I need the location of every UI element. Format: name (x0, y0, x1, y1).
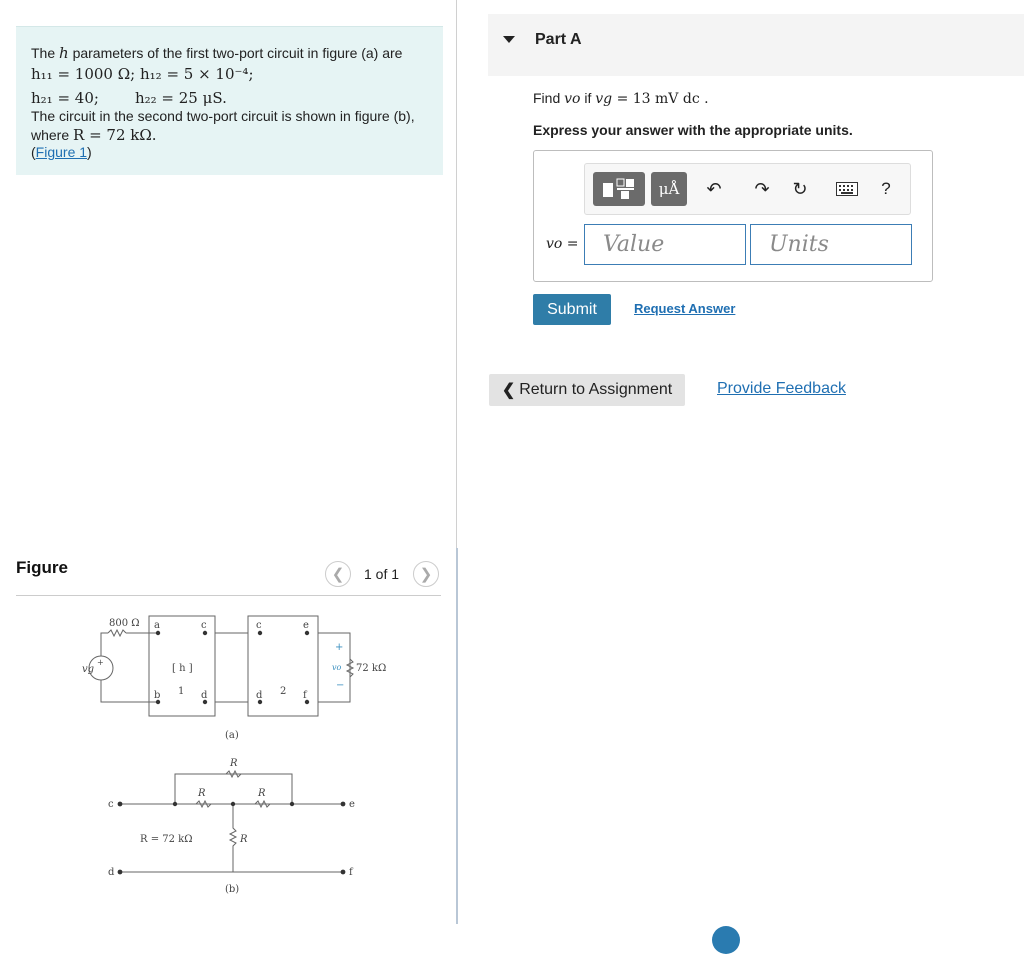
figure-divider (16, 595, 441, 596)
svg-text:R: R (230, 758, 238, 769)
svg-text:+: + (97, 658, 104, 667)
svg-text:b: b (154, 690, 161, 701)
provide-feedback-link[interactable]: Provide Feedback (717, 380, 846, 397)
templates-icon (601, 177, 637, 201)
resistor-R-shunt (230, 804, 236, 872)
svg-text:c: c (201, 620, 207, 631)
svg-text:f: f (303, 690, 307, 701)
prev-figure-button[interactable] (325, 561, 351, 587)
svg-text:R: R (240, 834, 248, 845)
h-variable: h (59, 44, 69, 62)
reset-icon[interactable]: ↻ (792, 178, 808, 199)
chevron-left-icon: ❮ (331, 566, 345, 583)
label-r-value: R = 72 kΩ (140, 834, 193, 845)
svg-text:c: c (256, 620, 262, 631)
answer-label: vo = (546, 236, 579, 252)
instruction-text: Express your answer with the appropriate units. (533, 122, 853, 138)
svg-text:d: d (201, 690, 208, 701)
caption-a: (a) (225, 730, 239, 741)
figure-link[interactable]: Figure 1 (35, 144, 88, 160)
units-input[interactable]: Units (750, 224, 912, 265)
chevron-left-icon: ❮ (501, 382, 516, 399)
chevron-right-icon: ❯ (419, 566, 433, 583)
svg-text:d: d (108, 867, 115, 878)
svg-text:c: c (108, 799, 114, 810)
help-icon[interactable]: ? (881, 179, 891, 198)
caret-down-icon[interactable] (503, 36, 515, 43)
svg-text:a: a (154, 620, 160, 631)
undo-icon[interactable]: ↶ (706, 178, 722, 199)
problem-line-4: The circuit in the second two-port circuit is shown in figure (b), (31, 108, 415, 124)
problem-line-2: h₁₁ = 1000 Ω; h₁₂ = 5 × 10⁻⁴; (31, 65, 254, 83)
question-text: Find vo if vg = 13 mV dc . (533, 90, 709, 107)
h-matrix-label: [ h ] (172, 663, 193, 674)
return-to-assignment-button[interactable]: ❮ Return to Assignment (489, 374, 685, 406)
request-answer-link[interactable]: Request Answer (634, 301, 736, 316)
svg-text:e: e (303, 620, 309, 631)
next-figure-button[interactable] (413, 561, 439, 587)
submit-button[interactable]: Submit (533, 294, 611, 325)
figure-pager-count: 1 of 1 (364, 566, 400, 582)
part-a-title: Part A (535, 31, 582, 48)
svg-text:e: e (349, 799, 355, 810)
figure-header: Figure (16, 558, 68, 577)
redo-icon[interactable]: ↷ (754, 178, 770, 199)
templates-button[interactable] (593, 172, 645, 206)
problem-line-3: h₂₁ = 40; h₂₂ = 25 μS. (31, 89, 227, 107)
svg-text:−: − (336, 680, 345, 691)
problem-statement (16, 26, 443, 175)
keyboard-icon[interactable] (835, 177, 859, 201)
svg-text:2: 2 (280, 686, 287, 697)
label-800-ohm: 800 Ω (109, 618, 140, 629)
svg-text:+: + (335, 642, 344, 653)
svg-text:f: f (349, 867, 353, 878)
label-vg: vg (82, 664, 95, 675)
svg-text:d: d (256, 690, 263, 701)
column-divider-scroll[interactable] (456, 548, 458, 924)
svg-text:R: R (198, 788, 206, 799)
svg-text:R: R (258, 788, 266, 799)
units-button[interactable]: μÅ (651, 172, 687, 206)
circuit-figure (80, 606, 400, 906)
column-divider (456, 0, 457, 548)
label-72k: 72 kΩ (356, 663, 387, 674)
caption-b: (b) (225, 884, 240, 895)
value-input[interactable]: Value (584, 224, 746, 265)
figure-link-line: (Figure 1) (31, 144, 92, 160)
floating-help-button[interactable] (712, 926, 740, 954)
resistor-800 (108, 630, 126, 636)
problem-line-5: where R = 72 kΩ. (31, 126, 157, 144)
svg-text:1: 1 (178, 686, 185, 697)
label-vo: vo (332, 663, 342, 672)
math-toolbar (584, 163, 911, 215)
problem-line-1: The h parameters of the first two-port circuit in figure (a) are (31, 44, 403, 62)
